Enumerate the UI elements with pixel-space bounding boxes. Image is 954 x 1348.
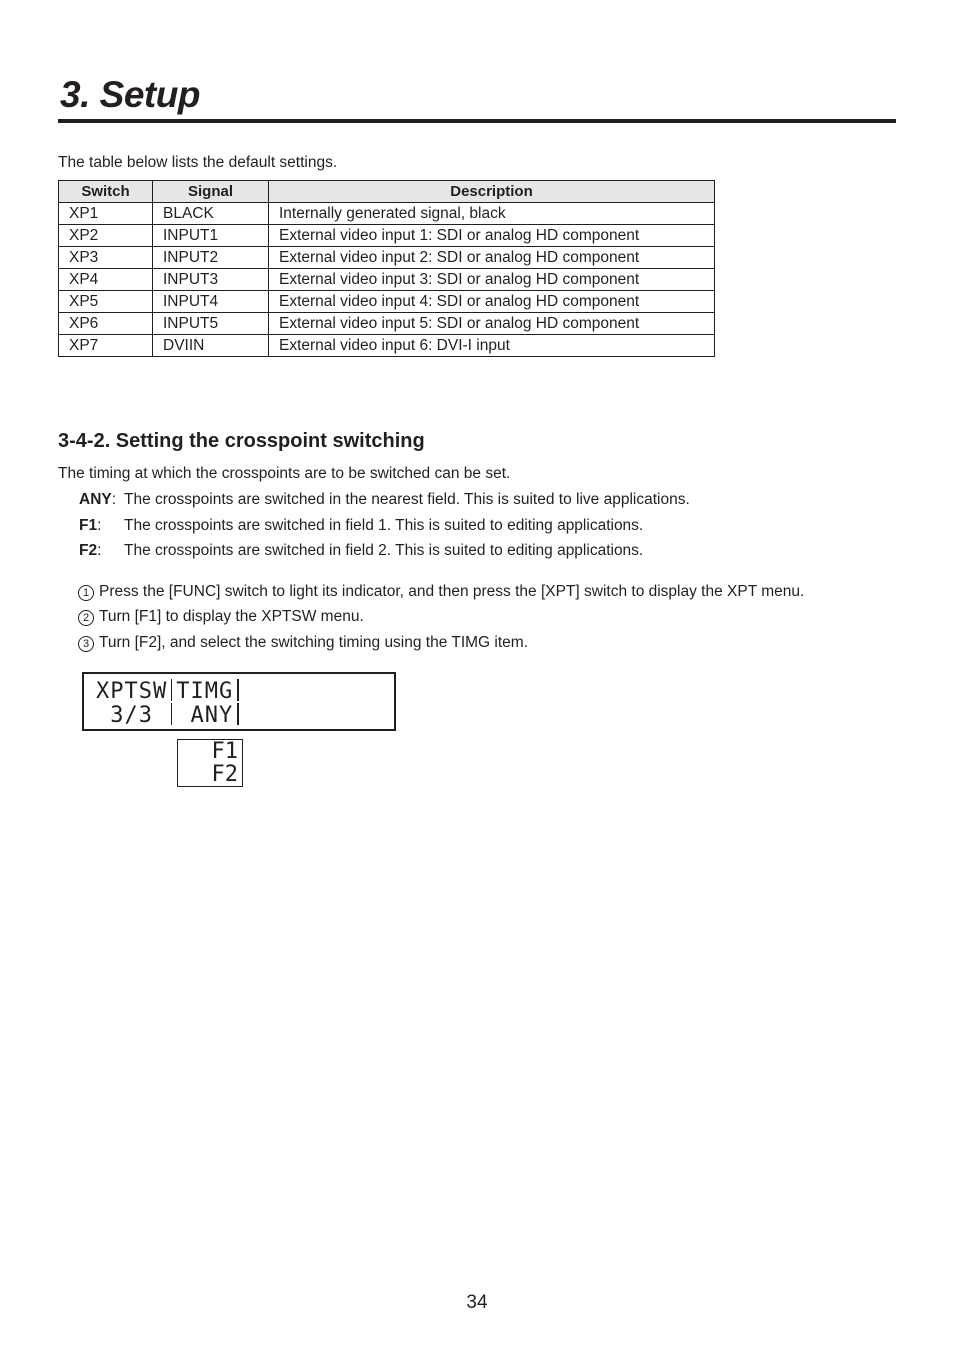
value-options-popup	[177, 739, 243, 787]
title-rule	[58, 119, 896, 123]
column-header-description: Description	[269, 181, 715, 203]
cell-description: External video input 3: SDI or analog HD component	[269, 269, 715, 291]
cell-switch: XP3	[59, 247, 153, 269]
option-key: F1:	[79, 517, 102, 534]
cell-description: External video input 1: SDI or analog HD component	[269, 225, 715, 247]
section-heading: 3-4-2. Setting the crosspoint switching	[58, 430, 425, 452]
cell-switch: XP5	[59, 291, 153, 313]
cell-description: External video input 5: SDI or analog HD component	[269, 313, 715, 335]
default-settings-table	[58, 180, 715, 357]
cell-switch: XP4	[59, 269, 153, 291]
page-title: 3. Setup	[60, 74, 200, 115]
step-number-circle: 3	[78, 636, 94, 652]
lcd-item-name: TIMG	[176, 679, 234, 704]
cell-description: Internally generated signal, black	[269, 203, 715, 225]
lcd-row-2	[96, 703, 243, 728]
option-description: The crosspoints are switched in the nearest field. This is suited to live applications.	[124, 491, 690, 508]
cell-signal: INPUT5	[153, 313, 269, 335]
step-number-circle: 2	[78, 610, 94, 626]
table-row	[59, 313, 715, 335]
step-number-circle: 1	[78, 585, 94, 601]
step-3	[78, 634, 528, 652]
cell-switch: XP6	[59, 313, 153, 335]
lcd-display	[82, 672, 396, 731]
cell-switch: XP7	[59, 335, 153, 357]
cell-signal: INPUT2	[153, 247, 269, 269]
cell-description: External video input 2: SDI or analog HD component	[269, 247, 715, 269]
lcd-separator	[171, 703, 172, 725]
cell-description: External video input 6: DVI-I input	[269, 335, 715, 357]
option-key: ANY:	[79, 491, 117, 508]
lcd-page-indicator: 3/3	[96, 703, 168, 728]
column-header-signal: Signal	[153, 181, 269, 203]
table-row	[59, 203, 715, 225]
lcd-separator	[237, 703, 239, 725]
step-1	[78, 583, 804, 601]
cell-signal: INPUT1	[153, 225, 269, 247]
cell-signal: BLACK	[153, 203, 269, 225]
option-key: F2:	[79, 542, 102, 559]
table-row	[59, 269, 715, 291]
table-header-row	[59, 181, 715, 203]
section-paragraph: The timing at which the crosspoints are to be switched can be set.	[58, 465, 511, 482]
step-text: Turn [F2], and select the switching timing using the TIMG item.	[99, 634, 529, 651]
lcd-menu-name: XPTSW	[96, 679, 168, 704]
option-description: The crosspoints are switched in field 2. This is suited to editing applications.	[124, 542, 644, 559]
option-description: The crosspoints are switched in field 1. This is suited to editing applications.	[124, 517, 644, 534]
table-row	[59, 225, 715, 247]
intro-text: The table below lists the default settings.	[58, 154, 338, 171]
table-row	[59, 335, 715, 357]
column-header-switch: Switch	[59, 181, 153, 203]
cell-signal: DVIIN	[153, 335, 269, 357]
lcd-separator	[171, 679, 172, 701]
lcd-item-value: ANY	[176, 703, 234, 728]
page-number: 34	[466, 1292, 488, 1313]
popup-option-f1: F1	[211, 739, 238, 764]
cell-switch: XP1	[59, 203, 153, 225]
table-row	[59, 291, 715, 313]
lcd-row-1	[96, 679, 243, 704]
lcd-separator	[237, 679, 239, 701]
step-2	[78, 608, 364, 626]
cell-description: External video input 4: SDI or analog HD component	[269, 291, 715, 313]
step-text: Press the [FUNC] switch to light its indicator, and then press the [XPT] switch to display the XPT menu.	[99, 583, 805, 600]
cell-switch: XP2	[59, 225, 153, 247]
step-text: Turn [F1] to display the XPTSW menu.	[99, 608, 364, 625]
cell-signal: INPUT4	[153, 291, 269, 313]
cell-signal: INPUT3	[153, 269, 269, 291]
table-row	[59, 247, 715, 269]
popup-option-f2: F2	[211, 762, 238, 787]
